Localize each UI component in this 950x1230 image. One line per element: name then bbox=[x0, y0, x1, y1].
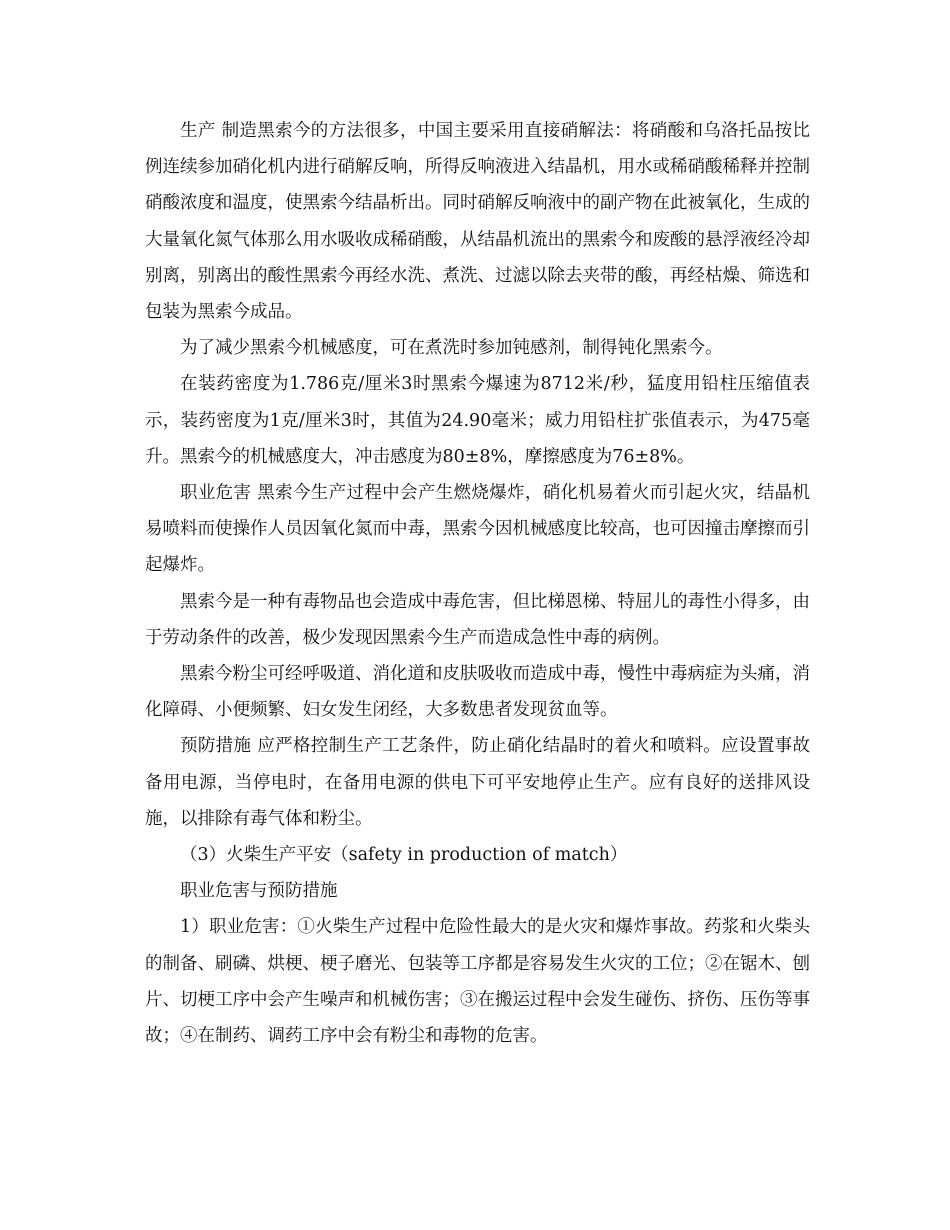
paragraph-production-method: 生产 制造黑索今的方法很多，中国主要采用直接硝解法：将硝酸和乌洛托品按比例连续参加硝化机内进行硝解反响，所得反响液进入结晶机，用水或稀硝酸稀释并控制硝酸浓度和温度，使黑索今结晶析出。同时硝解反响液中的副产物在此被氧化，生成的大量氧化氮气体那么用水吸收成稀硝酸，从结晶机流出的黑索今和废酸的悬浮液经冷却别离，别离出的酸性黑索今再经水洗、煮洗、过滤以除去夹带的酸，再经枯燥、筛选和包装为黑索今成品。 bbox=[145, 121, 810, 323]
paragraph-desensitization: 为了减少黑索今机械感度，可在煮洗时参加钝感剂，制得钝化黑索今。 bbox=[180, 338, 723, 359]
paragraph-detonation-properties: 在装药密度为1.786克/厘米3时黑索今爆速为8712米/秒，猛度用铅柱压缩值表示，装药密度为1克/厘米3时，其值为24.90毫米；威力用铅柱扩张值表示，为475毫升。黑索今的机械感度大，冲击感度为80±8%，摩擦感度为76±8%。 bbox=[145, 374, 810, 467]
document-body bbox=[145, 113, 810, 1054]
paragraph-chronic-poisoning: 黑索今粉尘可经呼吸道、消化道和皮肤吸收而造成中毒，慢性中毒病症为头痛，消化障碍、小便频繁、妇女发生闭经，大多数患者发现贫血等。 bbox=[145, 664, 810, 721]
paragraph-toxicity: 黑索今是一种有毒物品也会造成中毒危害，但比梯恩梯、特屈儿的毒性小得多，由于劳动条件的改善，极少发现因黑索今生产而造成急性中毒的病例。 bbox=[145, 591, 810, 648]
subheading-hazards-and-prevention: 职业危害与预防措施 bbox=[180, 881, 338, 902]
paragraph-match-hazards: 1）职业危害：①火柴生产过程中危险性最大的是火灾和爆炸事故。药浆和火柴头的制备、刷磷、烘梗、梗子磨光、包装等工序都是容易发生火灾的工位；②在锯木、刨片、切梗工序中会产生噪声和机械伤害；③在搬运过程中会发生碰伤、挤伤、压伤等事故；④在制药、调药工序中会有粉尘和毒物的危害。 bbox=[145, 917, 810, 1047]
paragraph-prevention-measures: 预防措施 应严格控制生产工艺条件，防止硝化结晶时的着火和喷料。应设置事故备用电源，当停电时，在备用电源的供电下可平安地停止生产。应有良好的送排风设施，以排除有毒气体和粉尘。 bbox=[145, 736, 810, 829]
section-heading-match-safety: （3）火柴生产平安（safety in production of match） bbox=[180, 845, 628, 866]
paragraph-occupational-hazard: 职业危害 黑索今生产过程中会产生燃烧爆炸，硝化机易着火而引起火灾，结晶机易喷料而使操作人员因氧化氮而中毒，黑索今因机械感度比较高，也可因撞击摩擦而引起爆炸。 bbox=[145, 483, 810, 576]
